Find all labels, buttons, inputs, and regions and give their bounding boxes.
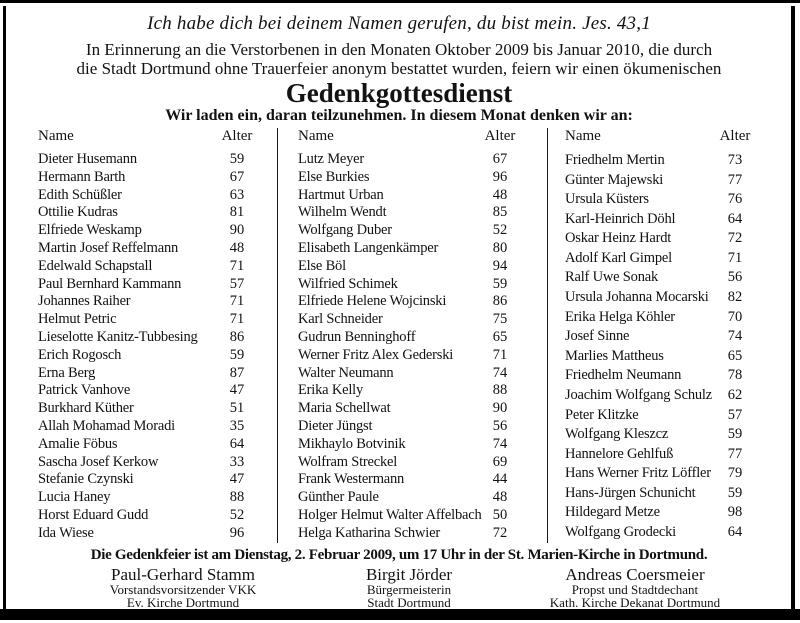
table-row <box>298 329 523 347</box>
person-age: 59 <box>229 346 245 363</box>
person-age: 35 <box>229 417 245 434</box>
person-name: Hans Werner Fritz Löffler <box>565 465 711 482</box>
table-row <box>298 187 523 205</box>
person-age: 59 <box>727 426 743 443</box>
person-name: Lutz Meyer <box>298 151 365 167</box>
table-row <box>565 445 758 465</box>
frame-border-top <box>0 0 800 3</box>
person-name: Ida Wiese <box>38 524 94 541</box>
intro-line-1: In Erinnerung an die Verstorbenen in den Monaten Oktober 2009 bis Januar 2010, die durch <box>85 40 713 59</box>
table-row <box>38 489 260 507</box>
table-row <box>298 347 523 365</box>
person-name: Helga Katharina Schwier <box>298 524 440 541</box>
person-name: Dieter Jüngst <box>298 417 373 434</box>
person-age: 71 <box>492 346 508 363</box>
person-age: 86 <box>229 328 245 345</box>
person-name: Lieselotte Kanitz-Tubbesing <box>38 328 198 345</box>
table-row <box>298 489 523 507</box>
person-age: 78 <box>727 367 743 384</box>
person-age: 86 <box>492 293 508 310</box>
table-row <box>298 204 523 222</box>
person-age: 96 <box>492 168 508 185</box>
table-column-1 <box>38 128 277 543</box>
person-name: Adolf Karl Gimpel <box>565 249 672 266</box>
table-row <box>298 471 523 489</box>
person-age: 96 <box>229 524 245 541</box>
age-header: Alter <box>719 128 751 144</box>
person-age: 64 <box>229 435 245 452</box>
age-header: Alter <box>221 128 253 144</box>
signatory-organization: Stadt Dortmund <box>367 595 451 611</box>
person-name: Günther Paule <box>298 489 379 506</box>
invitation-line: Wir laden ein, daran teilzunehmen. In diesem Monat denken wir an: <box>165 107 633 124</box>
signatory-role: Vorstandsvorsitzender VKK <box>109 581 257 597</box>
person-age: 72 <box>492 524 508 541</box>
person-age: 69 <box>492 453 508 470</box>
table-row <box>298 311 523 329</box>
person-name: Burkhard Küther <box>38 400 134 417</box>
table-row <box>565 425 758 445</box>
person-age: 59 <box>727 484 743 501</box>
table-row <box>298 382 523 400</box>
person-name: Erna Berg <box>38 364 96 381</box>
table-row <box>38 525 260 543</box>
person-name: Ursula Johanna Mocarski <box>565 289 709 306</box>
table-row <box>38 454 260 472</box>
table-row <box>298 169 523 187</box>
column-header <box>298 128 523 151</box>
person-name: Edelwald Schapstall <box>38 257 153 274</box>
person-name: Wolfgang Kleszcz <box>565 426 669 443</box>
person-name: Karl Schneider <box>298 311 383 328</box>
signatory-name: Andreas Coersmeier <box>565 564 705 584</box>
person-name: Werner Fritz Alex Gederski <box>298 346 454 363</box>
signatory-name: Paul-Gerhard Stamm <box>111 564 255 584</box>
person-age: 51 <box>229 400 245 417</box>
person-name: Ursula Küsters <box>565 191 649 208</box>
person-age: 79 <box>727 465 743 482</box>
person-age: 80 <box>492 239 508 256</box>
person-age: 76 <box>727 191 743 208</box>
name-header: Name <box>298 128 334 144</box>
person-age: 47 <box>229 382 245 399</box>
signature-block-1 <box>70 566 296 610</box>
person-name: Edith Schüßler <box>38 186 122 203</box>
person-age: 48 <box>492 489 508 506</box>
signatory-role: Propst und Stadtdechant <box>571 581 699 597</box>
age-header: Alter <box>484 128 516 144</box>
person-age: 82 <box>727 289 743 306</box>
table-row <box>565 308 758 328</box>
signatory-role: Bürgermeisterin <box>366 581 452 597</box>
table-row <box>38 204 260 222</box>
table-row <box>298 507 523 525</box>
person-name: Hermann Barth <box>38 168 126 185</box>
table-column-3 <box>547 128 762 543</box>
person-age: 88 <box>229 489 245 506</box>
person-age: 75 <box>492 311 508 328</box>
table-row <box>565 190 758 210</box>
column-header <box>38 128 260 151</box>
column-rows <box>565 151 758 543</box>
table-row <box>565 288 758 308</box>
person-name: Oskar Heinz Hardt <box>565 230 672 247</box>
person-name: Martin Josef Reffelmann <box>38 239 179 256</box>
person-name: Else Burkies <box>298 168 370 185</box>
table-row <box>38 222 260 240</box>
table-row <box>298 418 523 436</box>
person-age: 77 <box>727 171 743 188</box>
person-name: Erika Kelly <box>298 382 364 399</box>
person-age: 90 <box>229 222 245 239</box>
person-age: 64 <box>727 210 743 227</box>
table-row <box>565 464 758 484</box>
signatory-name: Birgit Jörder <box>365 564 453 584</box>
table-row <box>38 240 260 258</box>
person-name: Horst Eduard Gudd <box>38 506 149 523</box>
table-row <box>565 151 758 171</box>
person-age: 88 <box>492 382 508 399</box>
person-age: 87 <box>229 364 245 381</box>
person-name: Hartmut Urban <box>298 186 384 203</box>
person-name: Allah Mohamad Moradi <box>38 417 175 434</box>
person-age: 48 <box>229 239 245 256</box>
bible-quote: Ich habe dich bei deinem Namen gerufen, du bist mein. Jes. 43,1 <box>147 13 651 34</box>
person-name: Joachim Wolfgang Schulz <box>565 386 712 403</box>
frame-border-left <box>3 6 6 609</box>
table-row <box>38 507 260 525</box>
table-row <box>298 276 523 294</box>
person-name: Helmut Petric <box>38 311 117 328</box>
table-row <box>38 187 260 205</box>
frame-border-right <box>791 6 795 609</box>
deceased-table <box>38 128 762 543</box>
person-age: 71 <box>229 293 245 310</box>
person-name: Erich Rogosch <box>38 346 122 363</box>
table-row <box>565 347 758 367</box>
person-name: Erika Helga Köhler <box>565 308 675 325</box>
table-row <box>565 268 758 288</box>
table-row <box>38 436 260 454</box>
table-row <box>298 525 523 543</box>
person-name: Ralf Uwe Sonak <box>565 269 659 286</box>
person-name: Josef Sinne <box>565 328 630 345</box>
person-age: 59 <box>492 275 508 292</box>
name-header: Name <box>38 128 74 144</box>
table-row <box>565 484 758 504</box>
person-name: Hildegard Metze <box>565 504 660 521</box>
table-row <box>565 406 758 426</box>
intro-paragraph <box>10 40 788 78</box>
intro-line-2: die Stadt Dortmund ohne Trauerfeier anonym bestattet wurden, feiern wir einen ökumenischen <box>76 59 722 78</box>
person-age: 56 <box>727 269 743 286</box>
table-row <box>565 503 758 523</box>
table-row <box>38 169 260 187</box>
signatory-organization: Kath. Kirche Dekanat Dortmund <box>549 595 721 611</box>
person-name: Hannelore Gehlfuß <box>565 445 674 462</box>
person-name: Peter Klitzke <box>565 406 639 423</box>
table-row <box>38 276 260 294</box>
person-age: 85 <box>492 204 508 221</box>
person-age: 48 <box>492 186 508 203</box>
person-name: Frank Westermann <box>298 471 405 488</box>
name-header: Name <box>565 128 601 144</box>
table-row <box>298 151 523 169</box>
person-name: Stefanie Czynski <box>38 471 134 488</box>
person-name: Wolfgang Grodecki <box>565 523 676 540</box>
table-row <box>565 229 758 249</box>
person-name: Hans-Jürgen Schunicht <box>565 484 696 501</box>
table-row <box>565 386 758 406</box>
person-age: 57 <box>229 275 245 292</box>
person-name: Friedhelm Neumann <box>565 367 682 384</box>
person-name: Mikhaylo Botvinik <box>298 435 406 452</box>
table-row <box>38 471 260 489</box>
person-name: Gudrun Benninghoff <box>298 328 416 345</box>
person-age: 33 <box>229 453 245 470</box>
table-row <box>298 222 523 240</box>
table-row <box>38 258 260 276</box>
person-age: 44 <box>492 471 508 488</box>
person-name: Patrick Vanhove <box>38 382 131 399</box>
table-row <box>298 454 523 472</box>
table-row <box>298 436 523 454</box>
column-rows <box>298 151 523 543</box>
person-name: Holger Helmut Walter Affelbach <box>298 506 482 523</box>
person-name: Paul Bernhard Kammann <box>38 275 182 292</box>
table-row <box>565 366 758 386</box>
column-header <box>565 128 758 151</box>
ceremony-info: Die Gedenkfeier ist am Dienstag, 2. Februar 2009, um 17 Uhr in der St. Marien-Kirche in Dortmund. <box>90 546 708 563</box>
person-age: 77 <box>727 445 743 462</box>
person-name: Wilfried Schimek <box>298 275 398 292</box>
person-name: Günter Majewski <box>565 171 664 188</box>
person-age: 81 <box>229 204 245 221</box>
person-name: Maria Schellwat <box>298 400 391 417</box>
person-name: Wolfgang Duber <box>298 222 392 239</box>
person-age: 63 <box>229 186 245 203</box>
person-name: Wilhelm Wendt <box>298 204 387 221</box>
person-age: 67 <box>492 151 508 167</box>
table-row <box>38 311 260 329</box>
person-name: Walter Neumann <box>298 364 394 381</box>
table-row <box>565 171 758 191</box>
person-age: 74 <box>492 435 508 452</box>
memorial-notice <box>10 6 788 610</box>
person-age: 67 <box>229 168 245 185</box>
table-row <box>38 151 260 169</box>
person-age: 65 <box>492 328 508 345</box>
table-row <box>38 382 260 400</box>
person-name: Elisabeth Langenkämper <box>298 239 439 256</box>
person-age: 47 <box>229 471 245 488</box>
table-row <box>38 365 260 383</box>
person-age: 98 <box>727 504 743 521</box>
person-age: 90 <box>492 400 508 417</box>
person-age: 52 <box>229 506 245 523</box>
table-row <box>38 293 260 311</box>
table-row <box>298 258 523 276</box>
person-name: Karl-Heinrich Döhl <box>565 210 676 227</box>
person-name: Elfriede Weskamp <box>38 222 142 239</box>
person-age: 71 <box>229 311 245 328</box>
person-name: Amalie Föbus <box>38 435 118 452</box>
table-column-2 <box>277 128 547 543</box>
person-name: Friedhelm Mertin <box>565 152 665 168</box>
person-age: 74 <box>492 364 508 381</box>
person-age: 56 <box>492 417 508 434</box>
person-name: Ottilie Kudras <box>38 204 118 221</box>
table-row <box>38 347 260 365</box>
person-age: 65 <box>727 347 743 364</box>
person-age: 72 <box>727 230 743 247</box>
signature-block-3 <box>522 566 748 610</box>
person-age: 64 <box>727 523 743 540</box>
person-age: 52 <box>492 222 508 239</box>
table-row <box>38 400 260 418</box>
person-age: 94 <box>492 257 508 274</box>
page-title: Gedenkgottesdienst <box>285 78 513 108</box>
table-row <box>298 293 523 311</box>
person-name: Sascha Josef Kerkow <box>38 453 159 470</box>
table-row <box>298 240 523 258</box>
table-row <box>565 523 758 543</box>
person-age: 62 <box>727 386 743 403</box>
signatory-organization: Ev. Kirche Dortmund <box>126 595 240 611</box>
table-row <box>565 210 758 230</box>
person-name: Wolfram Streckel <box>298 453 398 470</box>
person-age: 73 <box>727 152 743 168</box>
person-name: Lucia Haney <box>38 489 111 506</box>
person-name: Dieter Husemann <box>38 151 137 167</box>
person-age: 71 <box>727 249 743 266</box>
frame-border-bottom <box>0 609 800 620</box>
table-row <box>38 329 260 347</box>
person-age: 57 <box>727 406 743 423</box>
table-row <box>298 365 523 383</box>
signatures <box>70 566 748 610</box>
person-age: 50 <box>492 506 508 523</box>
person-name: Elfriede Helene Wojcinski <box>298 293 447 310</box>
person-name: Marlies Mattheus <box>565 347 664 364</box>
table-row <box>565 249 758 269</box>
person-name: Johannes Raiher <box>38 293 131 310</box>
table-row <box>565 327 758 347</box>
person-age: 70 <box>727 308 743 325</box>
table-row <box>298 400 523 418</box>
column-rows <box>38 151 260 543</box>
person-age: 59 <box>229 151 245 167</box>
person-age: 71 <box>229 257 245 274</box>
person-age: 74 <box>727 328 743 345</box>
signature-block-2 <box>296 566 522 610</box>
table-row <box>38 418 260 436</box>
person-name: Else Böl <box>298 257 346 274</box>
